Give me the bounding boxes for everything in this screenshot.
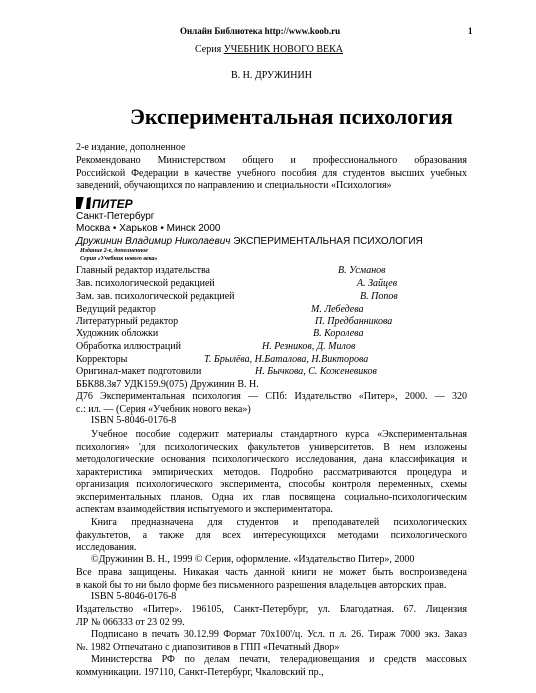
author-title-line <box>76 237 423 247</box>
audience-line: факультетов, а также для всех интересующихся методами психологического <box>76 529 467 541</box>
small-edition: Издание 2-е, дополненное <box>80 248 148 254</box>
audience-line: исследования. <box>76 542 137 553</box>
credit-role: Литературный редактор <box>76 316 179 327</box>
credit-name: М. Лебедева <box>311 304 364 315</box>
edition: 2-е издание, дополненное <box>76 142 186 153</box>
ministry-line: коммуникации. 197110, Санкт-Петербург, Чкаловский пр., <box>76 666 324 678</box>
logo-text: ПИТЕР <box>92 197 133 210</box>
credit-name: В. Королева <box>313 328 364 339</box>
license-line: Издательство «Питер». 196105, Санкт-Петербург, ул. Благодатная. 67. Лицензия <box>76 604 467 615</box>
page-number: 1 <box>468 26 473 36</box>
series-line <box>195 45 343 55</box>
catalog-line: Д76 Экспериментальная психология — СПб: Издательство «Питер», 2000. — 320 <box>76 391 467 402</box>
recommendation-line: Российской Федерации в качестве учебного пособия для студентов высших учебных <box>76 167 467 179</box>
abstract-line: психология» 'для психологических факультетов университетов. В нем изложены <box>76 441 467 453</box>
publisher-cities: Москва • Харьков • Минск 2000 <box>76 223 221 234</box>
print-info-line: Подписано в печать 30.12.99 Формат 70х100'/ц. Усл. п л. 26. Тираж 7000 экз. Заказ <box>91 629 467 640</box>
credit-name: Н. Бычкова, С. Коженевиков <box>255 366 377 377</box>
publisher-city: Санкт-Петербург <box>76 211 155 222</box>
credit-name: В. Усманов <box>338 265 386 276</box>
ministry-line: Министерства РФ по делам печати, телерадиовещания и средств массовых <box>91 654 467 665</box>
rights <box>76 567 467 592</box>
credit-role: Обработка иллюстраций <box>76 341 181 352</box>
license <box>76 604 467 629</box>
print-info-line: №. 1982 Отпечатано с диапозитивов в ГПП «Печатный Двор» <box>76 641 340 653</box>
series-prefix: Серия <box>195 44 224 55</box>
credit-name: В. Попов <box>360 291 398 302</box>
credit-name: Н. Резников, Д. Милов <box>262 341 356 352</box>
abstract-line: аспектам взаимодействия испытуемого и экспериментатора. <box>76 504 333 515</box>
credit-role: Зам. зав. психологической редакцией <box>76 291 235 302</box>
author: В. Н. ДРУЖИНИН <box>231 70 312 81</box>
rights-line: в какой бы то ни было форме без письменного разрешения владельцев авторских прав. <box>76 579 447 591</box>
abstract-line: организация психологического эксперимента, способы контроля переменных, схемы <box>76 479 467 490</box>
series-name: УЧЕБНИК НОВОГО ВЕКА <box>223 44 343 55</box>
audience <box>76 517 467 555</box>
abstract <box>76 429 467 517</box>
credit-role: Ведущий редактор <box>76 304 156 315</box>
isbn-line: ISBN 5-8046-0176-8 <box>91 415 177 426</box>
license-line: ЛР № 066333 от 23 02 99. <box>76 616 185 628</box>
credit-name: П. Предбанникова <box>315 316 393 327</box>
abstract-line: экспериментальных планов. Одна их глав посвящена социально-психологическим <box>76 491 467 503</box>
credit-role: Главный редактор издательства <box>76 265 210 276</box>
small-series: Серия «Учебник нового века» <box>80 256 158 262</box>
book-title-caps: ЭКСПЕРИМЕНТАЛЬНАЯ ПСИХОЛОГИЯ <box>233 236 423 247</box>
credit-role: Оригинал-макет подготовили <box>76 366 202 377</box>
recommendation-line: заведений, обучающихся по направлению и специальности «Психология» <box>76 180 392 191</box>
bbk-line: ББК88.3я7 УДК159.9(075) Дружинин В. Н. <box>76 379 259 390</box>
credit-name: Т. Брылёва, Н.Баталова, Н.Викторова <box>204 354 369 365</box>
credit-role: Корректоры <box>76 354 128 365</box>
copyright: ©Дружинин В. Н., 1999 © Серия, оформление. «Издательство Питер», 2000 <box>91 554 415 565</box>
catalog-line: с.: ил. — (Серия «Учебник нового века») <box>76 403 251 415</box>
credit-name: А. Зайцев <box>357 278 398 289</box>
book-title: Экспериментальная психология <box>130 104 453 129</box>
library-header: Онлайн Библиотека http://www.koob.ru <box>180 26 341 36</box>
piter-logo <box>76 196 136 210</box>
recommendation-line: Рекомендовано Министерством общего и профессионального образования <box>76 155 467 166</box>
abstract-line: Учебное пособие содержит материалы стандартного курса «Экспериментальная <box>91 429 467 440</box>
abstract-line: характеристика эмпирических методов. Подробно рассматриваются процедура и <box>76 466 467 478</box>
recommendation <box>76 155 467 193</box>
abstract-line: методологические основания психологического исследования, дана классификация и <box>76 454 467 465</box>
ministry <box>76 654 467 679</box>
audience-line: Книга предназначена для студентов и преподавателей психологических <box>91 517 467 528</box>
credit-role: Зав. психологической редакцией <box>76 278 215 289</box>
catalog-entry <box>76 391 467 416</box>
rights-line: Все права защищены. Никакая часть данной книги не может быть воспроизведена <box>76 567 467 578</box>
credit-role: Художник обложки <box>76 328 159 339</box>
print-info <box>76 629 467 654</box>
author-full-name: Дружинин Владимир Николаевич <box>76 236 231 247</box>
isbn-line: ISBN 5-8046-0176-8 <box>91 591 177 602</box>
